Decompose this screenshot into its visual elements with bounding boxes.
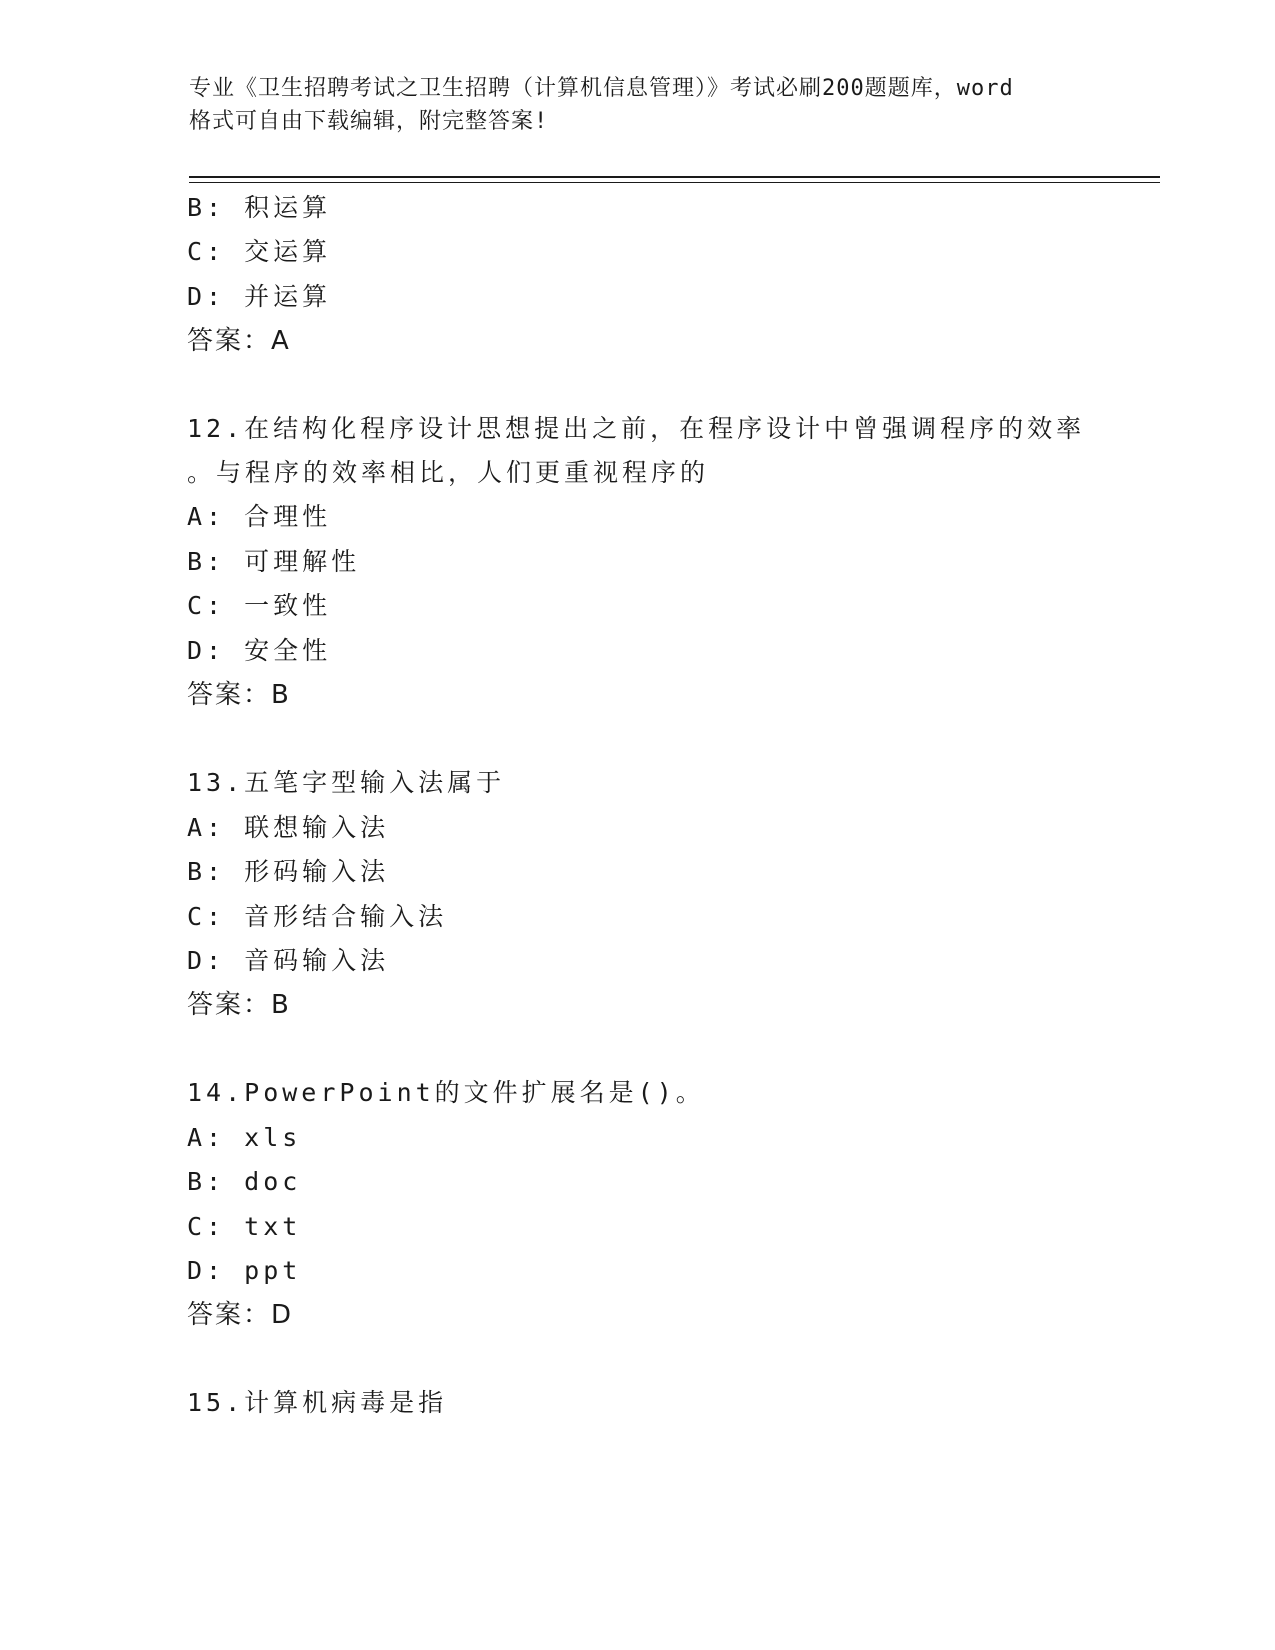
question-text: 15.计算机病毒是指 [187, 1388, 448, 1417]
option-b: B: 形码输入法 [187, 857, 390, 886]
question-text: 14.PowerPoint的文件扩展名是()。 [187, 1078, 705, 1107]
document-header [189, 72, 1089, 138]
answer: 答案：B [187, 680, 291, 710]
header-divider-thin [189, 182, 1160, 183]
header-divider-thick [189, 176, 1160, 178]
option-d: D: 安全性 [187, 636, 332, 665]
question-text-line-1: 12.在结构化程序设计思想提出之前，在程序设计中曾强调程序的效率 [187, 414, 1086, 443]
header-line-1: 专业《卫生招聘考试之卫生招聘（计算机信息管理）》考试必刷200题题库，word [189, 76, 1014, 101]
option-a: A: 合理性 [187, 502, 332, 531]
option-a: A: 联想输入法 [187, 813, 390, 842]
header-line-2: 格式可自由下载编辑，附完整答案! [189, 109, 549, 134]
option-d: D: ppt [187, 1256, 302, 1285]
option-b: B: 可理解性 [187, 547, 361, 576]
option-b: B: 积运算 [187, 193, 332, 222]
answer: 答案：A [187, 326, 291, 356]
option-c: C: 音形结合输入法 [187, 902, 448, 931]
option-c: C: txt [187, 1212, 302, 1241]
option-c: C: 交运算 [187, 237, 332, 266]
option-d: D: 并运算 [187, 282, 332, 311]
answer: 答案：B [187, 990, 291, 1020]
question-text: 13.五笔字型输入法属于 [187, 768, 506, 797]
option-b: B: doc [187, 1167, 302, 1196]
option-a: A: xls [187, 1123, 302, 1152]
answer: 答案：D [187, 1300, 294, 1330]
option-d: D: 音码输入法 [187, 946, 390, 975]
option-c: C: 一致性 [187, 591, 332, 620]
question-text-line-2: 。与程序的效率相比，人们更重视程序的 [187, 458, 710, 487]
